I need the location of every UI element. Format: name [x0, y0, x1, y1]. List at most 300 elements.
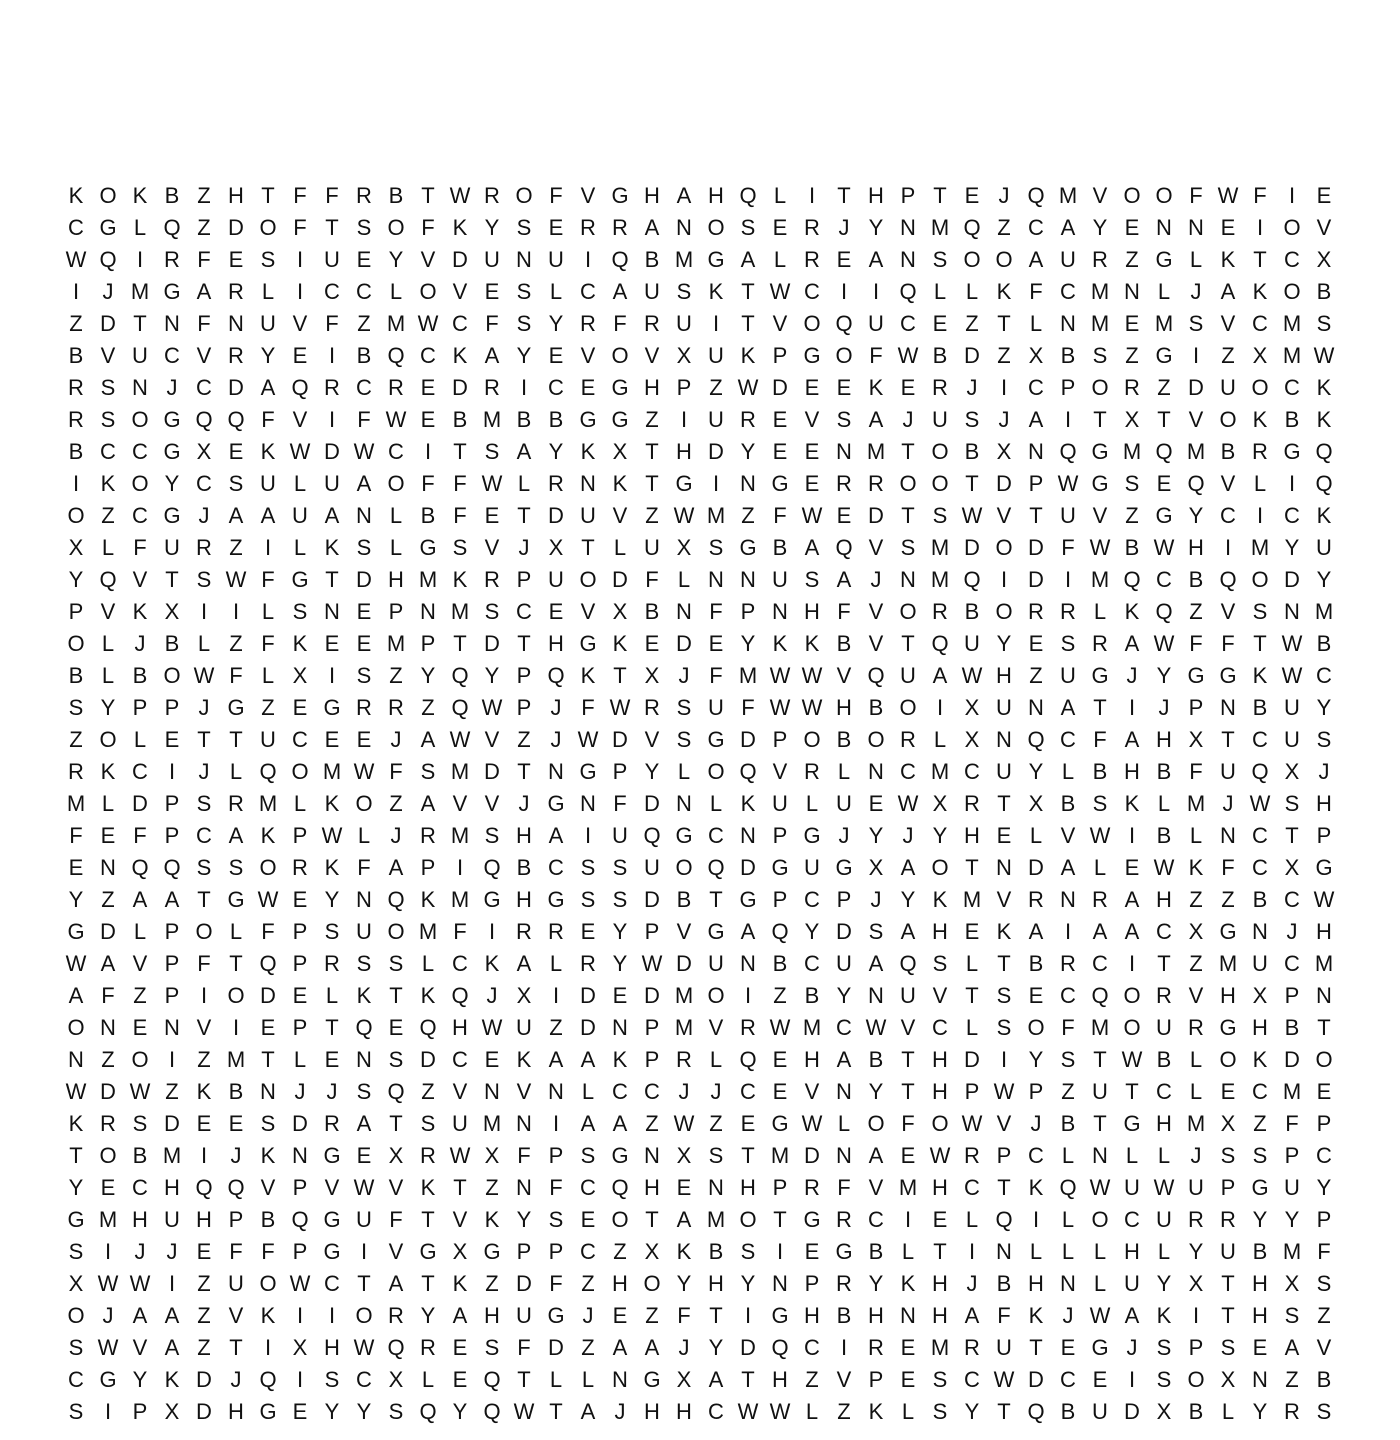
letter-cell[interactable]: F	[293, 215, 307, 240]
letter-cell[interactable]: U	[548, 567, 564, 592]
letter-cell[interactable]: S	[676, 727, 692, 752]
letter-cell[interactable]: H	[1252, 1303, 1268, 1328]
letter-cell[interactable]: Q	[259, 759, 277, 784]
letter-cell[interactable]: E	[132, 1015, 148, 1040]
letter-cell[interactable]: B	[1028, 951, 1044, 976]
letter-cell[interactable]: E	[740, 1111, 756, 1136]
letter-cell[interactable]: K	[292, 631, 308, 656]
letter-cell[interactable]: D	[292, 1111, 308, 1136]
letter-cell[interactable]: V	[1188, 983, 1204, 1008]
letter-cell[interactable]: A	[932, 663, 948, 688]
letter-cell[interactable]: P	[644, 1047, 660, 1072]
letter-cell[interactable]: W	[321, 823, 343, 848]
letter-cell[interactable]: T	[133, 311, 147, 336]
letter-cell[interactable]: C	[1156, 1079, 1172, 1104]
letter-cell[interactable]: X	[292, 1335, 308, 1360]
letter-cell[interactable]: P	[548, 1143, 564, 1168]
letter-cell[interactable]: H	[868, 1303, 884, 1328]
letter-cell[interactable]: Y	[740, 439, 756, 464]
letter-cell[interactable]: C	[1028, 375, 1044, 400]
letter-cell[interactable]: G	[579, 631, 597, 656]
letter-cell[interactable]: C	[132, 759, 148, 784]
letter-cell[interactable]: E	[196, 1239, 212, 1264]
letter-cell[interactable]: E	[804, 375, 820, 400]
letter-cell[interactable]: Y	[1252, 1399, 1268, 1424]
letter-cell[interactable]: S	[580, 887, 596, 912]
letter-cell[interactable]: A	[132, 887, 148, 912]
letter-cell[interactable]: I	[456, 855, 464, 880]
letter-cell[interactable]: P	[516, 663, 532, 688]
letter-cell[interactable]: E	[932, 311, 948, 336]
letter-cell[interactable]: A	[676, 1207, 692, 1232]
letter-cell[interactable]: R	[548, 471, 564, 496]
letter-cell[interactable]: Z	[965, 311, 979, 336]
letter-cell[interactable]: G	[739, 535, 757, 560]
letter-cell[interactable]: B	[1124, 535, 1140, 560]
letter-cell[interactable]: Y	[516, 1207, 532, 1232]
letter-cell[interactable]: G	[803, 1207, 821, 1232]
letter-cell[interactable]: H	[740, 1175, 756, 1200]
letter-cell[interactable]: Z	[837, 1399, 851, 1424]
letter-cell[interactable]: G	[259, 1399, 277, 1424]
letter-cell[interactable]: B	[868, 1047, 884, 1072]
letter-cell[interactable]: S	[420, 1111, 436, 1136]
letter-cell[interactable]: M	[1250, 535, 1270, 560]
letter-cell[interactable]: W	[1281, 631, 1303, 656]
letter-cell[interactable]: F	[293, 183, 307, 208]
letter-cell[interactable]: B	[772, 951, 788, 976]
letter-cell[interactable]: S	[676, 279, 692, 304]
letter-cell[interactable]: V	[676, 919, 692, 944]
letter-cell[interactable]: E	[836, 247, 852, 272]
letter-cell[interactable]: D	[996, 471, 1012, 496]
letter-cell[interactable]: Y	[164, 471, 180, 496]
letter-cell[interactable]: O	[387, 471, 405, 496]
letter-cell[interactable]: W	[129, 1079, 151, 1104]
letter-cell[interactable]: L	[1189, 1047, 1203, 1072]
letter-cell[interactable]: D	[324, 439, 340, 464]
letter-cell[interactable]: M	[770, 1143, 790, 1168]
letter-cell[interactable]: Y	[836, 983, 852, 1008]
letter-cell[interactable]: A	[132, 1303, 148, 1328]
letter-cell[interactable]: R	[580, 215, 596, 240]
letter-cell[interactable]: G	[483, 1239, 501, 1264]
letter-cell[interactable]: Q	[451, 663, 469, 688]
letter-cell[interactable]: C	[356, 375, 372, 400]
letter-cell[interactable]: Z	[229, 535, 243, 560]
letter-cell[interactable]: G	[1091, 439, 1109, 464]
letter-cell[interactable]: A	[68, 983, 84, 1008]
letter-cell[interactable]: E	[100, 823, 116, 848]
letter-cell[interactable]: W	[449, 727, 471, 752]
letter-cell[interactable]: K	[420, 983, 436, 1008]
letter-cell[interactable]: R	[932, 375, 948, 400]
letter-cell[interactable]: U	[996, 695, 1012, 720]
letter-cell[interactable]: L	[1061, 1143, 1075, 1168]
letter-cell[interactable]: L	[1093, 1271, 1107, 1296]
letter-cell[interactable]: R	[1092, 631, 1108, 656]
letter-cell[interactable]: A	[900, 919, 916, 944]
letter-cell[interactable]: N	[164, 1015, 180, 1040]
letter-cell[interactable]: L	[581, 1367, 595, 1392]
letter-cell[interactable]: F	[677, 1303, 691, 1328]
letter-cell[interactable]: K	[772, 631, 788, 656]
letter-cell[interactable]: L	[1061, 1207, 1075, 1232]
letter-cell[interactable]: Y	[516, 343, 532, 368]
letter-cell[interactable]: L	[101, 631, 115, 656]
letter-cell[interactable]: Z	[1125, 247, 1139, 272]
letter-cell[interactable]: L	[549, 951, 563, 976]
letter-cell[interactable]: O	[867, 1111, 885, 1136]
letter-cell[interactable]: B	[1156, 759, 1172, 784]
letter-cell[interactable]: B	[1156, 1047, 1172, 1072]
letter-cell[interactable]: S	[1092, 343, 1108, 368]
letter-cell[interactable]: W	[673, 1111, 695, 1136]
letter-cell[interactable]: L	[549, 1367, 563, 1392]
letter-cell[interactable]: H	[932, 1175, 948, 1200]
letter-cell[interactable]: M	[930, 567, 950, 592]
letter-cell[interactable]: P	[676, 375, 692, 400]
letter-cell[interactable]: V	[580, 343, 596, 368]
letter-cell[interactable]: A	[740, 247, 756, 272]
letter-cell[interactable]: Z	[997, 343, 1011, 368]
letter-cell[interactable]: U	[484, 247, 500, 272]
letter-cell[interactable]: T	[421, 1207, 435, 1232]
letter-cell[interactable]: P	[292, 1239, 308, 1264]
letter-cell[interactable]: I	[584, 823, 592, 848]
letter-cell[interactable]: J	[838, 823, 850, 848]
letter-cell[interactable]: K	[1252, 1047, 1268, 1072]
letter-cell[interactable]: L	[229, 759, 243, 784]
letter-cell[interactable]: B	[356, 343, 372, 368]
letter-cell[interactable]: G	[1091, 663, 1109, 688]
letter-cell[interactable]: W	[1249, 791, 1271, 816]
letter-cell[interactable]: F	[101, 983, 115, 1008]
letter-cell[interactable]: Q	[451, 983, 469, 1008]
letter-cell[interactable]: Y	[612, 919, 628, 944]
letter-cell[interactable]: S	[324, 919, 340, 944]
letter-cell[interactable]: W	[129, 1271, 151, 1296]
letter-cell[interactable]: B	[1284, 1015, 1300, 1040]
letter-cell[interactable]: T	[229, 951, 243, 976]
letter-cell[interactable]: K	[356, 983, 372, 1008]
letter-cell[interactable]: S	[740, 215, 756, 240]
letter-cell[interactable]: V	[868, 599, 884, 624]
letter-cell[interactable]: R	[868, 471, 884, 496]
letter-cell[interactable]: Z	[1221, 887, 1235, 912]
letter-cell[interactable]: Y	[1092, 215, 1108, 240]
letter-cell[interactable]: O	[835, 343, 853, 368]
letter-cell[interactable]: Q	[227, 407, 245, 432]
letter-cell[interactable]: W	[481, 471, 503, 496]
letter-cell[interactable]: W	[961, 503, 983, 528]
letter-cell[interactable]: I	[1288, 471, 1296, 496]
letter-cell[interactable]: S	[516, 215, 532, 240]
letter-cell[interactable]: B	[1284, 407, 1300, 432]
letter-cell[interactable]: M	[386, 631, 406, 656]
letter-cell[interactable]: R	[420, 1335, 436, 1360]
letter-cell[interactable]: C	[612, 1079, 628, 1104]
letter-cell[interactable]: E	[1220, 215, 1236, 240]
letter-cell[interactable]: O	[1027, 1015, 1045, 1040]
letter-cell[interactable]: H	[644, 1399, 660, 1424]
letter-cell[interactable]: V	[516, 1079, 532, 1104]
letter-cell[interactable]: Y	[932, 823, 948, 848]
letter-cell[interactable]: S	[100, 375, 116, 400]
letter-cell[interactable]: M	[1090, 567, 1110, 592]
letter-cell[interactable]: C	[68, 1367, 84, 1392]
letter-cell[interactable]: A	[164, 1303, 180, 1328]
letter-cell[interactable]: E	[676, 1175, 692, 1200]
letter-cell[interactable]: I	[712, 471, 720, 496]
letter-cell[interactable]: M	[450, 823, 470, 848]
letter-cell[interactable]: D	[740, 855, 756, 880]
letter-cell[interactable]: Y	[68, 887, 84, 912]
letter-cell[interactable]: O	[195, 919, 213, 944]
letter-cell[interactable]: B	[1316, 631, 1332, 656]
letter-cell[interactable]: N	[228, 311, 244, 336]
letter-cell[interactable]: D	[1028, 567, 1044, 592]
letter-cell[interactable]: V	[1060, 823, 1076, 848]
letter-cell[interactable]: X	[1284, 855, 1300, 880]
letter-cell[interactable]: M	[386, 311, 406, 336]
letter-cell[interactable]: O	[163, 663, 181, 688]
letter-cell[interactable]: P	[772, 823, 788, 848]
letter-cell[interactable]: E	[644, 631, 660, 656]
letter-cell[interactable]: B	[996, 1271, 1012, 1296]
letter-cell[interactable]: E	[836, 375, 852, 400]
letter-cell[interactable]: L	[389, 503, 403, 528]
letter-cell[interactable]: L	[1061, 1239, 1075, 1264]
letter-cell[interactable]: Y	[484, 663, 500, 688]
letter-cell[interactable]: W	[481, 1015, 503, 1040]
letter-cell[interactable]: S	[900, 535, 916, 560]
letter-cell[interactable]: N	[356, 503, 372, 528]
letter-cell[interactable]: Z	[1061, 1079, 1075, 1104]
letter-cell[interactable]: U	[900, 983, 916, 1008]
letter-cell[interactable]: M	[930, 215, 950, 240]
letter-cell[interactable]: L	[1253, 471, 1267, 496]
letter-cell[interactable]: H	[1124, 1239, 1140, 1264]
letter-cell[interactable]: I	[584, 247, 592, 272]
letter-cell[interactable]: I	[1000, 1047, 1008, 1072]
letter-cell[interactable]: U	[1060, 503, 1076, 528]
letter-cell[interactable]: S	[1188, 311, 1204, 336]
letter-cell[interactable]: S	[260, 247, 276, 272]
letter-cell[interactable]: K	[484, 1207, 500, 1232]
letter-cell[interactable]: C	[804, 951, 820, 976]
letter-cell[interactable]: Z	[133, 983, 147, 1008]
letter-cell[interactable]: R	[804, 759, 820, 784]
letter-cell[interactable]: E	[484, 279, 500, 304]
letter-cell[interactable]: K	[68, 1111, 84, 1136]
letter-cell[interactable]: Y	[868, 1271, 884, 1296]
letter-cell[interactable]: L	[101, 535, 115, 560]
letter-cell[interactable]: T	[1093, 407, 1107, 432]
letter-cell[interactable]: A	[516, 951, 532, 976]
letter-cell[interactable]: R	[1060, 951, 1076, 976]
letter-cell[interactable]: I	[744, 983, 752, 1008]
letter-cell[interactable]: S	[612, 887, 628, 912]
letter-cell[interactable]: M	[1058, 183, 1078, 208]
letter-cell[interactable]: A	[516, 439, 532, 464]
letter-cell[interactable]: L	[965, 279, 979, 304]
letter-cell[interactable]: O	[1123, 1015, 1141, 1040]
letter-cell[interactable]: B	[68, 439, 84, 464]
letter-cell[interactable]: R	[1188, 1207, 1204, 1232]
letter-cell[interactable]: D	[1028, 535, 1044, 560]
letter-cell[interactable]: S	[388, 1047, 404, 1072]
letter-cell[interactable]: G	[1155, 343, 1173, 368]
letter-cell[interactable]: U	[708, 407, 724, 432]
letter-cell[interactable]: J	[870, 567, 882, 592]
letter-cell[interactable]: L	[773, 247, 787, 272]
letter-cell[interactable]: L	[133, 727, 147, 752]
letter-cell[interactable]: V	[260, 1175, 276, 1200]
letter-cell[interactable]: W	[897, 343, 919, 368]
letter-cell[interactable]: N	[740, 471, 756, 496]
letter-cell[interactable]: F	[517, 1335, 531, 1360]
letter-cell[interactable]: H	[228, 183, 244, 208]
letter-cell[interactable]: O	[131, 1047, 149, 1072]
letter-cell[interactable]: T	[517, 503, 531, 528]
letter-cell[interactable]: U	[836, 951, 852, 976]
letter-cell[interactable]: T	[421, 183, 435, 208]
letter-cell[interactable]: W	[449, 183, 471, 208]
letter-cell[interactable]: U	[612, 823, 628, 848]
letter-cell[interactable]: E	[1028, 631, 1044, 656]
letter-cell[interactable]: Z	[197, 1335, 211, 1360]
letter-cell[interactable]: U	[164, 535, 180, 560]
letter-cell[interactable]: H	[676, 1399, 692, 1424]
letter-cell[interactable]: I	[776, 1239, 784, 1264]
letter-cell[interactable]: Z	[229, 631, 243, 656]
letter-cell[interactable]: E	[452, 1335, 468, 1360]
letter-cell[interactable]: Q	[451, 695, 469, 720]
letter-cell[interactable]: M	[1282, 1079, 1302, 1104]
letter-cell[interactable]: H	[676, 439, 692, 464]
letter-cell[interactable]: S	[1252, 1143, 1268, 1168]
letter-cell[interactable]: F	[1317, 1239, 1331, 1264]
letter-cell[interactable]: D	[644, 983, 660, 1008]
letter-cell[interactable]: A	[548, 823, 564, 848]
letter-cell[interactable]: C	[1284, 887, 1300, 912]
letter-cell[interactable]: L	[1093, 855, 1107, 880]
letter-cell[interactable]: V	[452, 1079, 468, 1104]
letter-cell[interactable]: V	[1092, 183, 1108, 208]
letter-cell[interactable]: Y	[68, 567, 84, 592]
letter-cell[interactable]: O	[1283, 279, 1301, 304]
letter-cell[interactable]: C	[644, 1079, 660, 1104]
letter-cell[interactable]: K	[868, 1399, 884, 1424]
letter-cell[interactable]: S	[1092, 791, 1108, 816]
letter-cell[interactable]: W	[449, 1143, 471, 1168]
letter-cell[interactable]: C	[1316, 1143, 1332, 1168]
letter-cell[interactable]: E	[1316, 1079, 1332, 1104]
letter-cell[interactable]: W	[929, 1143, 951, 1168]
letter-cell[interactable]: G	[643, 1367, 661, 1392]
letter-cell[interactable]: K	[516, 1047, 532, 1072]
letter-cell[interactable]: C	[1060, 279, 1076, 304]
letter-cell[interactable]: Y	[1316, 567, 1332, 592]
letter-cell[interactable]: U	[324, 471, 340, 496]
letter-cell[interactable]: L	[1157, 279, 1171, 304]
letter-cell[interactable]: R	[1124, 375, 1140, 400]
letter-cell[interactable]: S	[708, 1143, 724, 1168]
letter-cell[interactable]: Z	[549, 1015, 563, 1040]
letter-cell[interactable]: W	[353, 1335, 375, 1360]
letter-cell[interactable]: W	[865, 1015, 887, 1040]
letter-cell[interactable]: N	[676, 215, 692, 240]
letter-cell[interactable]: V	[772, 311, 788, 336]
letter-cell[interactable]: Y	[1188, 503, 1204, 528]
letter-cell[interactable]: Q	[195, 407, 213, 432]
letter-cell[interactable]: D	[452, 375, 468, 400]
letter-cell[interactable]: O	[1315, 1047, 1333, 1072]
letter-cell[interactable]: T	[549, 1399, 563, 1424]
letter-cell[interactable]: Y	[868, 1079, 884, 1104]
letter-cell[interactable]: C	[1316, 663, 1332, 688]
letter-cell[interactable]: D	[964, 1047, 980, 1072]
letter-cell[interactable]: E	[324, 631, 340, 656]
letter-cell[interactable]: Z	[165, 1079, 179, 1104]
letter-cell[interactable]: M	[1282, 1239, 1302, 1264]
letter-cell[interactable]: L	[773, 183, 787, 208]
letter-cell[interactable]: F	[421, 215, 435, 240]
letter-cell[interactable]: T	[421, 1271, 435, 1296]
letter-cell[interactable]: J	[902, 407, 914, 432]
letter-cell[interactable]: H	[932, 1079, 948, 1104]
letter-cell[interactable]: J	[966, 375, 978, 400]
letter-cell[interactable]: M	[1154, 311, 1174, 336]
letter-cell[interactable]: Z	[485, 1175, 499, 1200]
letter-cell[interactable]: I	[168, 1047, 176, 1072]
letter-cell[interactable]: J	[294, 1079, 306, 1104]
letter-cell[interactable]: J	[1062, 1303, 1074, 1328]
letter-cell[interactable]: D	[740, 727, 756, 752]
letter-cell[interactable]: A	[868, 407, 884, 432]
letter-cell[interactable]: O	[227, 983, 245, 1008]
letter-cell[interactable]: I	[296, 247, 304, 272]
letter-cell[interactable]: I	[904, 1207, 912, 1232]
letter-cell[interactable]: X	[676, 1367, 692, 1392]
letter-cell[interactable]: W	[737, 1399, 759, 1424]
letter-cell[interactable]: C	[580, 1239, 596, 1264]
letter-cell[interactable]: K	[132, 183, 148, 208]
letter-cell[interactable]: K	[996, 919, 1012, 944]
letter-cell[interactable]: G	[739, 887, 757, 912]
letter-cell[interactable]: M	[802, 1015, 822, 1040]
letter-cell[interactable]: L	[101, 663, 115, 688]
letter-cell[interactable]: F	[613, 311, 627, 336]
letter-cell[interactable]: Q	[739, 759, 757, 784]
letter-cell[interactable]: H	[804, 1303, 820, 1328]
letter-cell[interactable]: V	[900, 1015, 916, 1040]
letter-cell[interactable]: F	[133, 535, 147, 560]
letter-cell[interactable]: B	[932, 343, 948, 368]
letter-cell[interactable]: B	[1188, 567, 1204, 592]
letter-cell[interactable]: N	[836, 1079, 852, 1104]
letter-cell[interactable]: U	[1060, 247, 1076, 272]
letter-cell[interactable]: H	[964, 823, 980, 848]
letter-cell[interactable]: D	[964, 343, 980, 368]
letter-cell[interactable]: P	[292, 951, 308, 976]
letter-cell[interactable]: C	[324, 279, 340, 304]
letter-cell[interactable]: Y	[964, 1399, 980, 1424]
letter-cell[interactable]: K	[260, 1303, 276, 1328]
letter-cell[interactable]: X	[964, 727, 980, 752]
letter-cell[interactable]: M	[450, 887, 470, 912]
